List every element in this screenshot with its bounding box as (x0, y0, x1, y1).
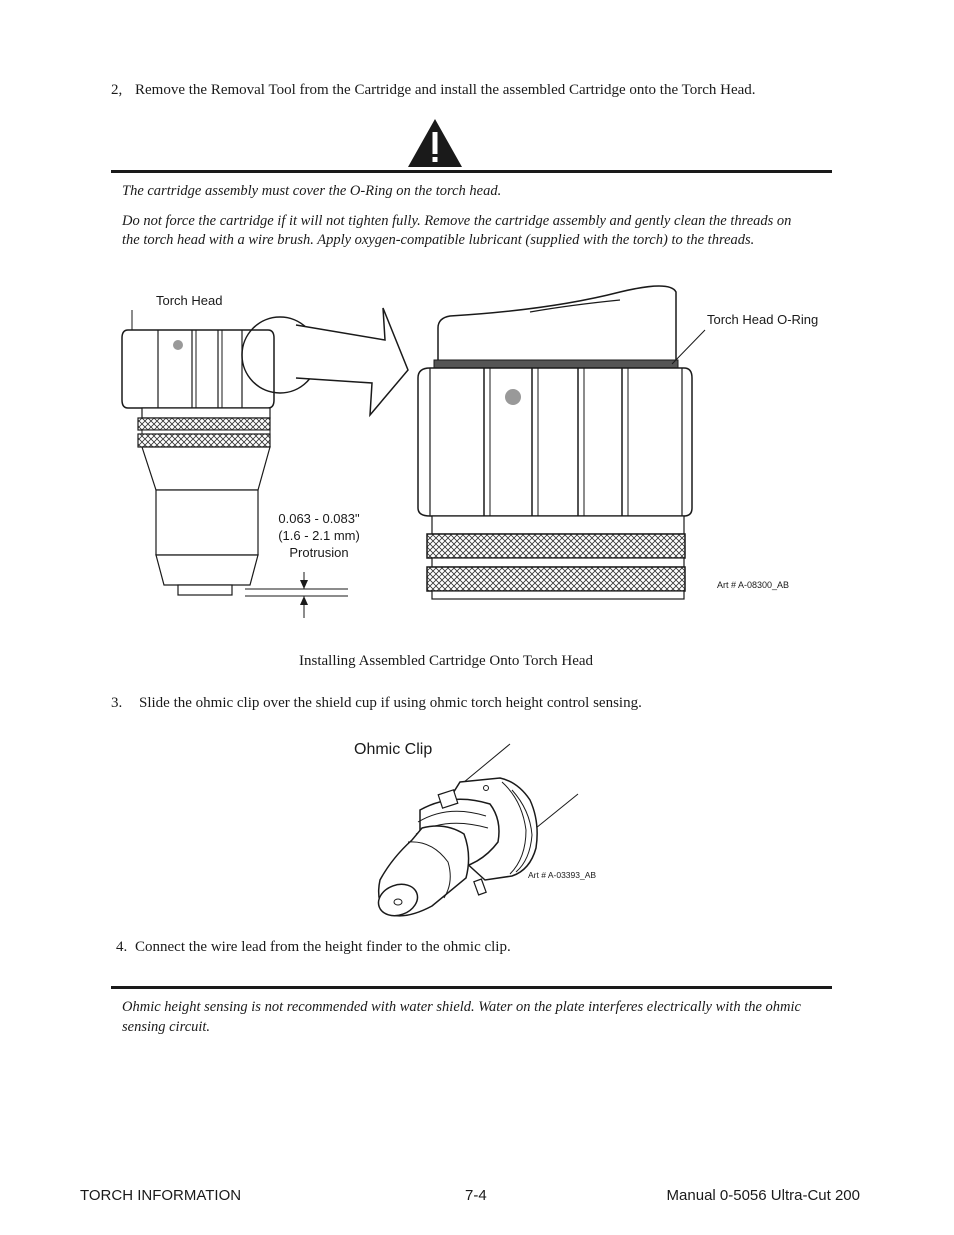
label-torch-head: Torch Head (156, 293, 223, 308)
art-number-1: Art # A-08300_AB (717, 580, 790, 590)
warning-rule (111, 170, 832, 173)
label-protrusion-inches: 0.063 - 0.083" (278, 511, 360, 526)
label-ohmic-clip: Ohmic Clip (354, 741, 433, 758)
ohmic-clip-figure (340, 730, 600, 925)
warning-line-1: The cartridge assembly must cover the O-Ring on the torch head. (122, 183, 502, 199)
step-2-text: Remove the Removal Tool from the Cartridge and install the assembled Cartridge onto the Torch Head. (135, 82, 756, 98)
warning-line-2: Do not force the cartridge if it will not tighten fully. Remove the cartridge assembly and gently clean the threads on (122, 213, 792, 229)
label-torch-head-oring: Torch Head O-Ring (707, 312, 819, 327)
protrusion-dimension (245, 572, 348, 618)
footer-section: TORCH INFORMATION (80, 1187, 242, 1204)
figure-1-caption: Installing Assembled Cartridge Onto Torch Head (299, 653, 594, 669)
enlarged-torch-head-drawing (418, 286, 705, 599)
step-3-number: 3. (111, 695, 123, 711)
step-4-text: Connect the wire lead from the height finder to the ohmic clip. (135, 939, 511, 955)
warning-line-3: the torch head with a wire brush. Apply oxygen-compatible lubricant (supplied with the torch) to the threads. (122, 232, 755, 248)
warning-triangle-icon (406, 117, 464, 169)
footer-page-number: 7-4 (465, 1187, 487, 1204)
label-protrusion: Protrusion (289, 545, 349, 560)
footer-manual: Manual 0-5056 Ultra-Cut 200 (666, 1187, 860, 1204)
enlarge-arrow (296, 308, 408, 415)
note-rule (111, 986, 832, 989)
label-protrusion-mm: (1.6 - 2.1 mm) (278, 528, 360, 543)
cartridge-installation-figure (100, 280, 860, 630)
step-3-text: Slide the ohmic clip over the shield cup if using ohmic torch height control sensing. (139, 695, 642, 711)
step-4-number: 4. (116, 939, 128, 955)
note-line-2: sensing circuit. (122, 1019, 211, 1035)
art-number-2: Art # A-03393_AB (528, 870, 597, 880)
note-line-1: Ohmic height sensing is not recommended with water shield. Water on the plate interferes electrically with the ohmic (122, 999, 801, 1015)
step-2-number: 2, (111, 82, 123, 98)
